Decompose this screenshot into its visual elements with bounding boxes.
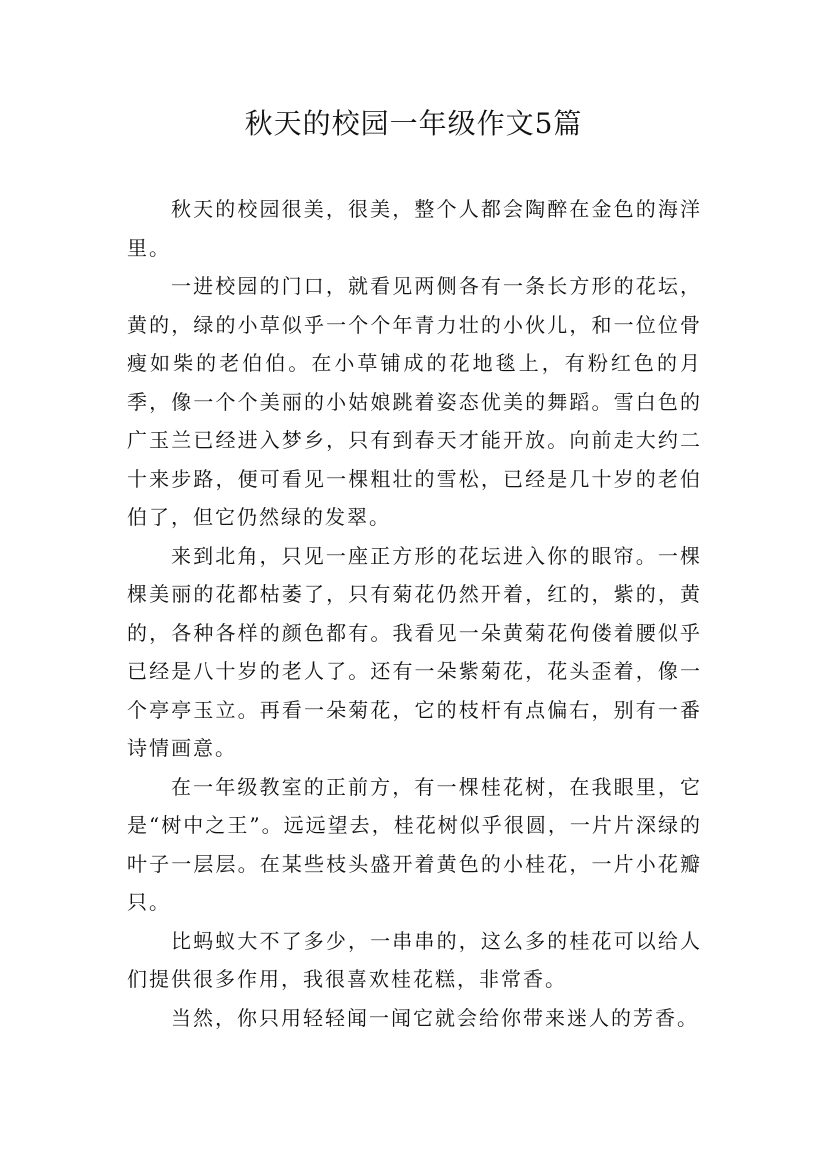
- paragraph-3: 来到北角，只见一座正方形的花坛进入你的眼帘。一棵棵美丽的花都枯萎了，只有菊花仍然开着，红的，紫的，黄的，各种各样的颜色都有。我看见一朵黄菊花佝偻着腰似乎已经是八十岁的老人了。还有一朵紫菊花，花头歪着，像一个亭亭玉立。再看一朵菊花，它的枝杆有点偏右，别有一番诗情画意。: [127, 543, 702, 760]
- document-title: 秋天的校园一年级作文5篇: [244, 107, 583, 140]
- paragraph-4: 在一年级教室的正前方，有一棵桂花树，在我眼里，它是“树中之王”。远远望去，桂花树似乎很圆，一片片深绿的叶子一层层。在某些枝头盛开着黄色的小桂花，一片小花瓣只。: [127, 774, 702, 914]
- paragraph-6: 当然，你只用轻轻闻一闻它就会给你带来迷人的芳香。: [171, 1005, 699, 1030]
- paragraph-2: 一进校园的门口，就看见两侧各有一条长方形的花坛，黄的，绿的小草似乎一个个年青力壮的小伙儿，和一位位骨瘦如柴的老伯伯。在小草铺成的花地毯上，有粉红色的月季，像一个个美丽的小姑娘跳着姿态优美的舞蹈。雪白色的广玉兰已经进入梦乡，只有到春天才能开放。向前走大约二十来步路，便可看见一棵粗壮的雪松，已经是几十岁的老伯伯了，但它仍然绿的发翠。: [127, 274, 702, 529]
- paragraph-5: 比蚂蚁大不了多少，一串串的，这么多的桂花可以给人们提供很多作用，我很喜欢桂花糕，非常香。: [127, 928, 702, 991]
- document-body: [127, 190, 702, 1037]
- paragraph-1: 秋天的校园很美，很美，整个人都会陶醉在金色的海洋里。: [127, 197, 702, 260]
